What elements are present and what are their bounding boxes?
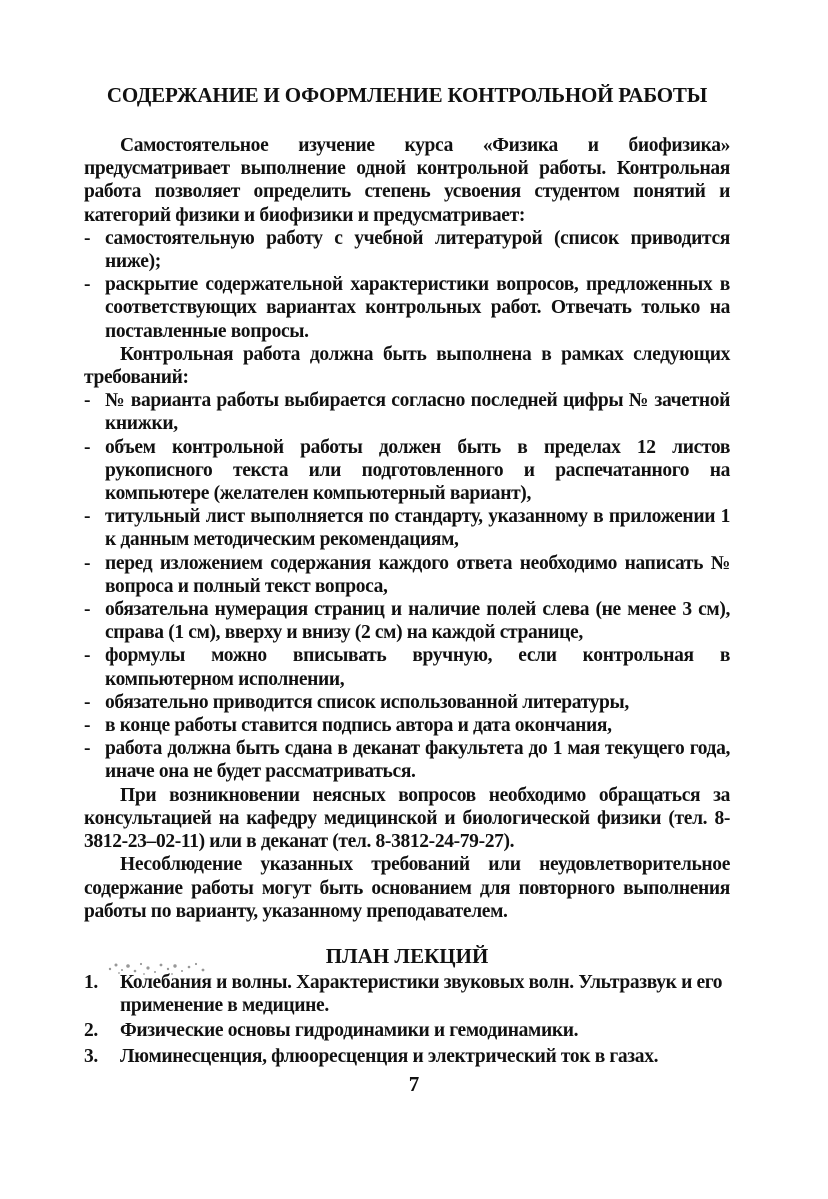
list-item	[84, 273, 730, 343]
requirements-list	[84, 389, 730, 783]
lectures-title-text: ПЛАН ЛЕКЦИЙ	[325, 943, 489, 968]
dash-marker: -	[84, 715, 91, 737]
dash-marker: -	[84, 691, 91, 713]
contact-paragraph: При возникновении неясных вопросов необходимо обращаться за консультацией на кафедру медицинской и биологической физики (тел. 8-3812-23–02-11) или в деканат (тел. 8-3812-24-79-27).	[84, 784, 730, 853]
lecture-text: Колебания и волны. Характеристики звуковых волн. Ультразвук и его применение в медицине.	[120, 971, 723, 1017]
lecture-text: Физические основы гидродинамики и гемодинамики.	[120, 1020, 579, 1042]
page-heading: СОДЕРЖАНИЕ И ОФОРМЛЕНИЕ КОНТРОЛЬНОЙ РАБОТЫ	[106, 83, 708, 107]
list-item-text: самостоятельную работу с учебной литературой (список приводится ниже);	[105, 227, 730, 273]
list-item	[84, 505, 730, 551]
list-item-text: обязательно приводится список использованной литературы,	[105, 691, 629, 713]
list-item	[84, 389, 730, 435]
list-item-tail: ,	[526, 483, 531, 505]
lecture-item	[84, 1019, 730, 1042]
dash-marker: -	[84, 599, 91, 621]
list-item-text: раскрытие содержательной характеристики вопросов, предложенных в соответствующих вариантах контрольных работ. Отвечать только на поставленные вопросы.	[105, 274, 730, 342]
lecture-number: 2.	[84, 1020, 98, 1042]
list-item-text: объем контрольной работы должен быть в пределах 12 листов рукописного текста или подготовленного и распечатанного на компьютере	[105, 436, 730, 505]
dash-marker: -	[84, 227, 91, 249]
list-item-text: титульный лист выполняется по стандарту, указанному в приложении 1 к данным методическим рекомендациям,	[105, 506, 730, 551]
list-item	[84, 436, 730, 506]
list-item-text: № варианта работы выбирается согласно последней цифры № зачетной книжки,	[105, 390, 730, 435]
list-item	[84, 227, 730, 273]
page-number: 7	[408, 1072, 420, 1096]
list-item-text: формулы можно вписывать вручную, если контрольная в компьютерном исполнении,	[105, 645, 730, 690]
dash-marker: -	[84, 506, 91, 528]
list-item-text: перед изложением содержания каждого ответа необходимо написать № вопроса и полный текст вопроса,	[105, 552, 730, 597]
dash-marker: -	[84, 274, 91, 296]
list-item-text: обязательна нумерация страниц и наличие полей слева (не менее 3 см), справа (1 см), вверху и внизу (2 см) на каждой странице,	[105, 599, 730, 644]
list-item	[84, 598, 730, 644]
intro-list	[84, 227, 730, 343]
lecture-number: 1.	[84, 971, 98, 993]
list-item	[84, 737, 730, 783]
requirements-intro: Контрольная работа должна быть выполнена в рамках следующих требований:	[84, 343, 730, 389]
lecture-item	[84, 971, 730, 1017]
lectures-title	[84, 943, 730, 969]
dash-marker: -	[84, 436, 91, 458]
list-item	[84, 552, 730, 598]
list-item	[84, 714, 730, 737]
intro-paragraph: Самостоятельное изучение курса «Физика и биофизика» предусматривает выполнение одной контрольной работы. Контрольная работа позволяет определить степень усвоения студентом понятий и категорий физики и биофизики и предусматривает:	[84, 135, 730, 226]
dash-marker: -	[84, 390, 91, 412]
list-item	[84, 691, 730, 714]
dash-marker: -	[84, 645, 91, 667]
lecture-item	[84, 1045, 730, 1068]
list-item-text: в конце работы ставится подпись автора и дата окончания,	[105, 715, 612, 737]
lectures-list	[84, 971, 730, 1068]
document-page	[84, 82, 730, 1070]
warning-paragraph: Несоблюдение указанных требований или неудовлетворительное содержание работы могут быть основанием для повторного выполнения работы по варианту, указанному преподавателем.	[84, 854, 730, 922]
lecture-text: Люминесценция, флюоресценция и электрический ток в газах.	[120, 1045, 659, 1067]
dash-marker: -	[84, 552, 91, 574]
lecture-number: 3.	[84, 1045, 98, 1067]
list-item-text: работа должна быть сдана в деканат факультета до 1 мая текущего года, иначе она не будет рассматриваться.	[105, 738, 730, 783]
list-item	[84, 644, 730, 690]
dash-marker: -	[84, 738, 91, 760]
emphasis-text: (желателен компьютерный вариант)	[213, 483, 527, 505]
